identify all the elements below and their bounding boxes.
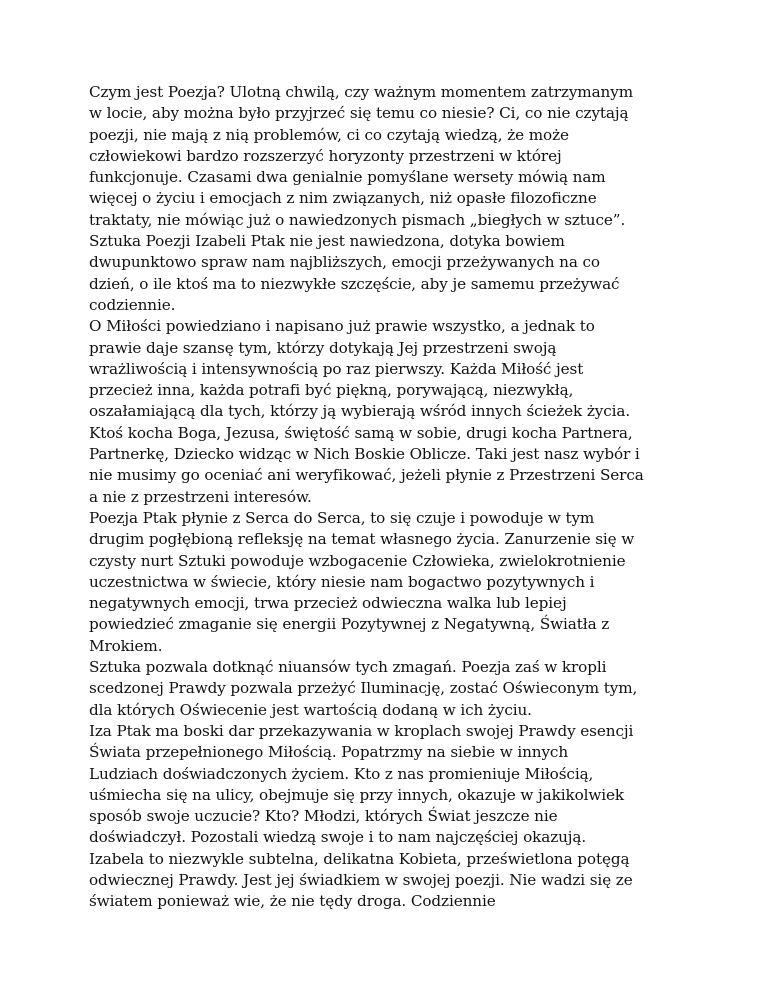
text-line: funkcjonuje. Czasami dwa genialnie pomyślane wersety mówią nam <box>89 168 606 187</box>
text-line: doświadczył. Pozostali wiedzą swoje i to nam najczęściej okazują. <box>89 828 587 847</box>
text-line: dzień, o ile ktoś ma to niezwykłe szczęście, aby je samemu przeżywać <box>89 274 620 293</box>
text-line: drugim pogłębioną refleksję na temat własnego życia. Zanurzenie się w <box>89 530 635 549</box>
document-body-text <box>89 82 681 913</box>
text-line: wrażliwością i intensywnością po raz pierwszy. Każda Miłość jest <box>89 359 584 378</box>
text-line: czysty nurt Sztuki powoduje wzbogacenie Człowieka, zwielokrotnienie <box>89 551 626 570</box>
text-line: Mrokiem. <box>89 636 163 655</box>
text-line: Świata przepełnionego Miłością. Popatrzmy na siebie w innych <box>89 743 569 762</box>
text-line: O Miłości powiedziano i napisano już prawie wszystko, a jednak to <box>89 317 595 336</box>
text-line: więcej o życiu i emocjach z nim związanych, niż opasłe filozoficzne <box>89 189 597 208</box>
text-line: uśmiecha się na ulicy, obejmuje się przy innych, okazuje w jakikolwiek <box>89 785 625 804</box>
text-line: Poezja Ptak płynie z Serca do Serca, to się czuje i powoduje w tym <box>89 508 595 527</box>
text-line: Izabela to niezwykle subtelna, delikatna Kobieta, prześwietlona potęgą <box>89 849 630 868</box>
text-line: dla których Oświecenie jest wartością dodaną w ich życiu. <box>89 700 532 719</box>
text-line: Czym jest Poezja? Ulotną chwilą, czy ważnym momentem zatrzymanym <box>89 83 634 101</box>
text-line: uczestnictwa w świecie, który niesie nam bogactwo pozytywnych i <box>89 572 595 591</box>
text-line: negatywnych emocji, trwa przecież odwieczna walka lub lepiej <box>89 594 567 613</box>
text-line: a nie z przestrzeni interesów. <box>89 487 312 506</box>
text-line: w locie, aby można było przyjrzeć się temu co niesie? Ci, co nie czytają <box>89 104 629 123</box>
text-line: Partnerkę, Dziecko widząc w Nich Boskie Oblicze. Taki jest nasz wybór i <box>89 445 640 464</box>
text-line: Sztuka Poezji Izabeli Ptak nie jest nawiedzona, dotyka bowiem <box>89 232 565 251</box>
text-line: Sztuka pozwala dotknąć niuansów tych zmagań. Poezja zaś w kropli <box>89 658 607 677</box>
text-line: przecież inna, każda potrafi być piękną, porywającą, niezwykłą, <box>89 381 574 400</box>
text-line: poezji, nie mają z nią problemów, ci co czytają wiedzą, że może <box>89 125 569 144</box>
text-line: Ktoś kocha Boga, Jezusa, świętość samą w sobie, drugi kocha Partnera, <box>89 423 633 442</box>
text-line: powiedzieć zmaganie się energii Pozytywnej z Negatywną, Światła z <box>89 615 610 634</box>
text-line: Ludziach doświadczonych życiem. Kto z nas promieniuje Miłością, <box>89 764 594 783</box>
text-line: światem ponieważ wie, że nie tędy droga. Codziennie <box>89 892 496 911</box>
text-line: codziennie. <box>89 295 176 314</box>
text-line: sposób swoje uczucie? Kto? Młodzi, których Świat jeszcze nie <box>89 807 558 826</box>
text-line: nie musimy go oceniać ani weryfikować, jeżeli płynie z Przestrzeni Serca <box>89 466 644 485</box>
text-line: scedzonej Prawdy pozwala przeżyć Iluminację, zostać Oświeconym tym, <box>89 679 638 698</box>
text-line: odwiecznej Prawdy. Jest jej świadkiem w swojej poezji. Nie wadzi się ze <box>89 870 633 889</box>
text-line: dwupunktowo spraw nam najbliższych, emocji przeżywanych na co <box>89 253 600 272</box>
text-line: oszałamiającą dla tych, którzy ją wybierają wśród innych ścieżek życia. <box>89 402 631 421</box>
text-line: traktaty, nie mówiąc już o nawiedzonych pismach „biegłych w sztuce”. <box>89 210 626 229</box>
text-line: prawie daje szansę tym, którzy dotykają Jej przestrzeni swoją <box>89 338 557 357</box>
text-line: człowiekowi bardzo rozszerzyć horyzonty przestrzeni w której <box>89 146 562 165</box>
text-line: Iza Ptak ma boski dar przekazywania w kroplach swojej Prawdy esencji <box>89 721 634 740</box>
